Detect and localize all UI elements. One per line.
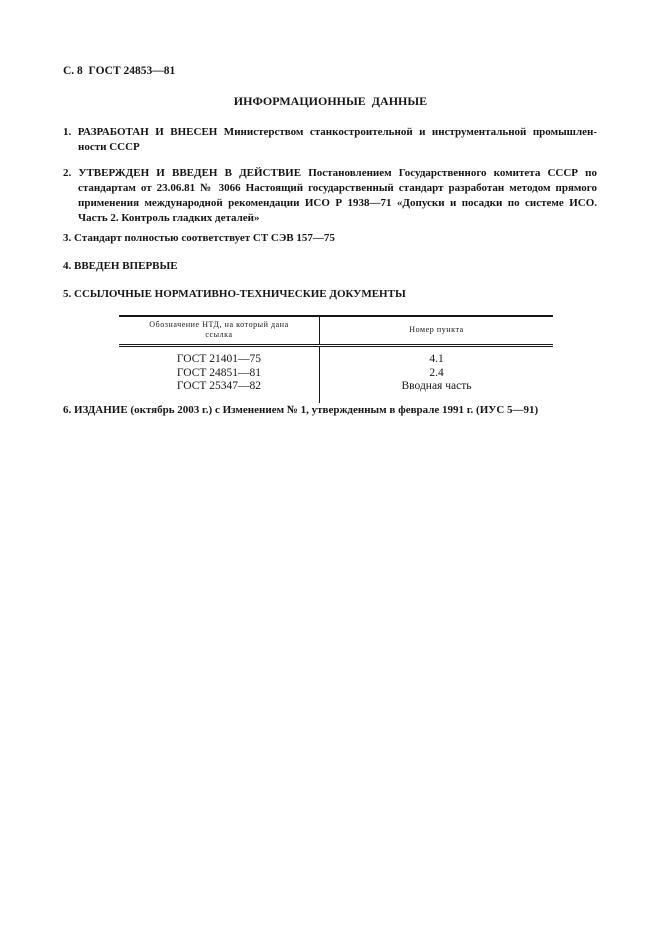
text-line: 3. Стандарт полностью соответствует СТ СЭВ 157—75 bbox=[63, 232, 335, 244]
table-header-row bbox=[119, 316, 553, 346]
paragraph-1 bbox=[63, 125, 597, 155]
doc-designation-cell: ГОСТ 25347—82 bbox=[176, 380, 262, 392]
text-line: 2. УТВЕРЖДЕН И ВВЕДЕН В ДЕЙСТВИЕ Постановлением Государственного комитета СССР по bbox=[63, 167, 597, 179]
text-line: Часть 2. Контроль гладких деталей» bbox=[78, 212, 260, 224]
table-header-clause-number bbox=[320, 316, 554, 346]
text-line: 4. ВВЕДЕН ВПЕРВЫЕ bbox=[63, 260, 178, 272]
text-line: ности СССР bbox=[78, 141, 140, 153]
table-header-line: Номер пункта bbox=[409, 325, 464, 334]
text-line: 5. ССЫЛОЧНЫЕ НОРМАТИВНО-ТЕХНИЧЕСКИЕ ДОКУМЕНТЫ bbox=[63, 288, 406, 300]
reference-table bbox=[119, 315, 553, 403]
table-header-line: Обозначение НТД, на который дана bbox=[149, 320, 289, 329]
text-line: 1. РАЗРАБОТАН И ВНЕСЕН Министерством станкостроительной и инструментальной промышлен- bbox=[63, 126, 597, 138]
clause-number-cell: Вводная часть bbox=[320, 380, 554, 403]
text-line: 6. ИЗДАНИЕ (октябрь 2003 г.) с Изменением № 1, утвержденным в феврале 1991 г. (ИУС 5—91) bbox=[63, 404, 539, 416]
table-row bbox=[119, 346, 553, 367]
table-row bbox=[119, 367, 553, 381]
paragraph-3 bbox=[63, 231, 597, 246]
table-row bbox=[119, 380, 553, 403]
clause-number-cell: 2.4 bbox=[320, 367, 554, 381]
paragraph-4 bbox=[63, 259, 597, 274]
doc-designation-cell: ГОСТ 21401—75 bbox=[176, 353, 262, 365]
paragraph-2 bbox=[63, 166, 597, 226]
paragraph-6 bbox=[63, 403, 597, 418]
page-header: С. 8 ГОСТ 24853—81 bbox=[63, 65, 176, 77]
table-header-doc-designation bbox=[119, 316, 320, 346]
doc-designation-cell: ГОСТ 24851—81 bbox=[176, 366, 262, 379]
text-line: применения международной рекомендации ИСО Р 1938—71 «Допуски и посадки по системе ИСО. bbox=[78, 197, 597, 209]
clause-number-cell: 4.1 bbox=[320, 346, 554, 367]
text-line: стандартам от 23.06.81 № 3066 Настоящий государственный стандарт разработан методом прямого bbox=[78, 182, 597, 194]
table-header-line: ссылка bbox=[205, 330, 233, 339]
paragraph-5 bbox=[63, 287, 597, 302]
document-title: ИНФОРМАЦИОННЫЕ ДАННЫЕ bbox=[233, 94, 428, 108]
